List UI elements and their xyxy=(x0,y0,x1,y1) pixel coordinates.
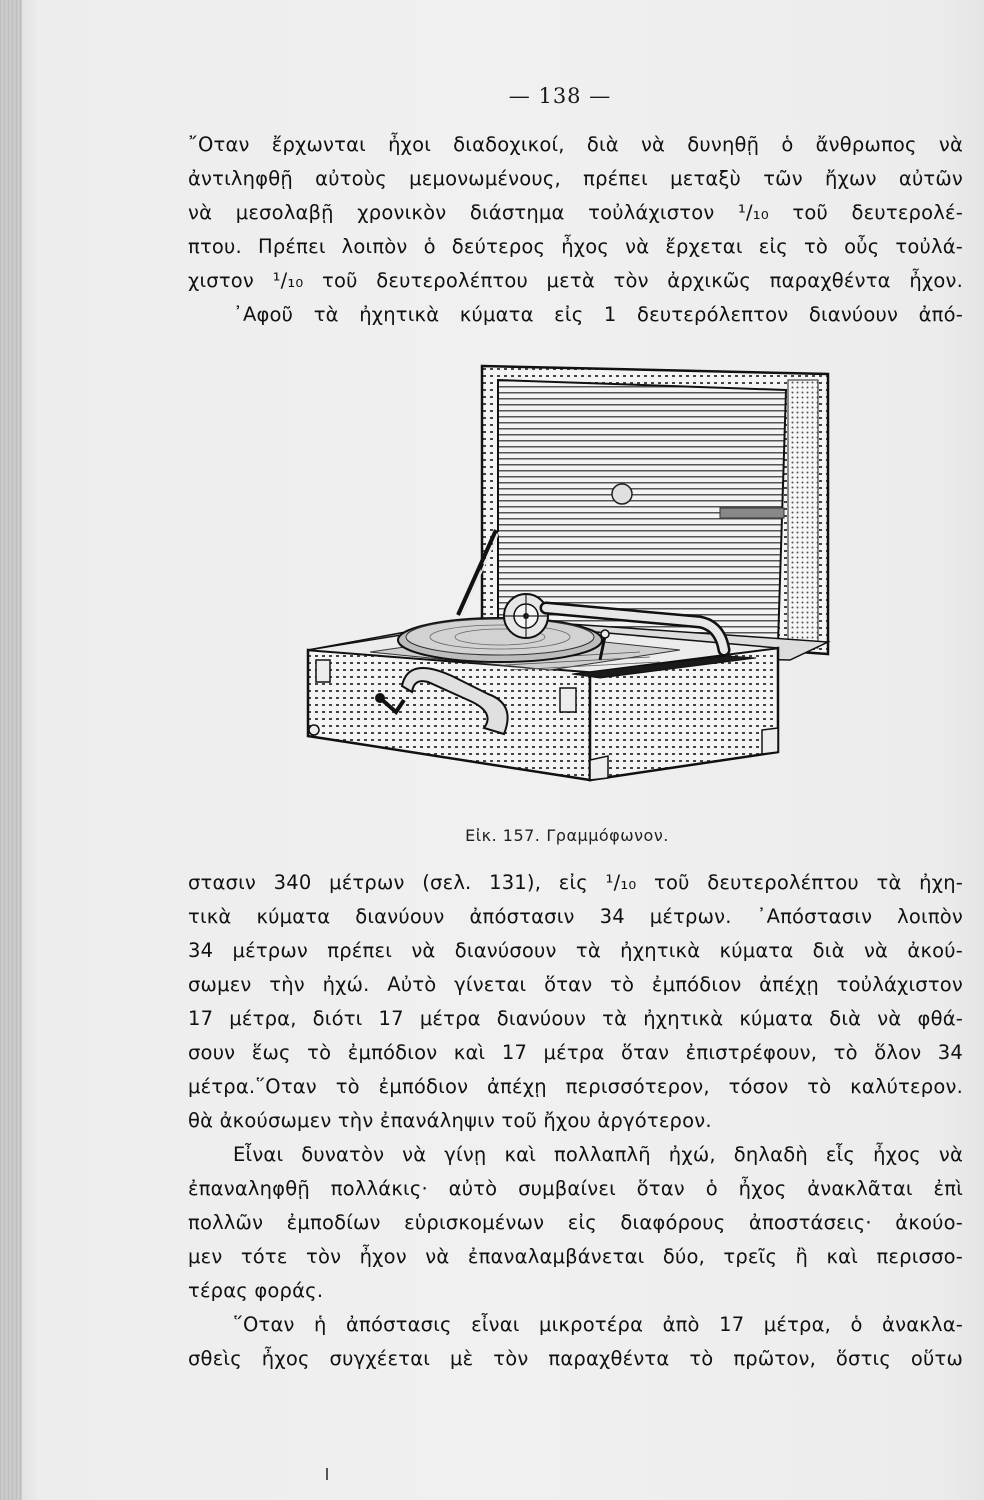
text-line: χιστον ¹/₁₀ τοῦ δευτερολέπτου μετὰ τὸν ἀρχικῶς παραχθέντα ἦχον. xyxy=(188,269,963,292)
text-line: ἐπαναληφθῇ πολλάκις· αὐτὸ συμβαίνει ὅταν ὁ ἦχος ἀνακλᾶται ἐπὶ xyxy=(188,1177,963,1200)
text-line: 34 μέτρων πρέπει νὰ διανύσουν τὰ ἠχητικὰ κύματα διὰ νὰ ἀκού- xyxy=(188,939,963,962)
text-line: πτου. Πρέπει λοιπὸν ὁ δεύτερος ἦχος νὰ ἔρχεται εἰς τὸ οὖς τοὐλά- xyxy=(188,235,963,258)
text-line: σθεὶς ἦχος συγχέεται μὲ τὸν παραχθέντα τὸ πρῶτον, ὅστις οὕτω xyxy=(188,1347,963,1370)
figure-caption xyxy=(420,826,720,845)
text-line: πολλῶν ἐμποδίων εὑρισκομένων εἰς διαφόρους ἀποστάσεις· ἀκούο- xyxy=(188,1211,963,1234)
paragraph-block-top xyxy=(188,128,963,332)
text-line: τέρας φοράς. xyxy=(188,1279,324,1302)
text-line: ᾿Αφοῦ τὰ ἠχητικὰ κύματα εἰς 1 δευτερόλεπτον διανύουν ἀπό- xyxy=(233,303,963,326)
figure-label: Εἰκ. 157. xyxy=(465,826,541,845)
figure-title: Γραμμόφωνον. xyxy=(546,826,669,845)
text-line: τικὰ κύματα διανύουν ἀπόστασιν 34 μέτρων. ᾿Απόστασιν λοιπὸν xyxy=(188,905,963,928)
gramophone-illustration xyxy=(300,360,984,800)
text-line: ῎Οταν ἔρχωνται ἦχοι διαδοχικοί, διὰ νὰ δυνηθῇ ὁ ἄνθρωπος νὰ xyxy=(188,133,963,156)
text-line: 17 μέτρα, διότι 17 μέτρα διανύουν τὰ ἠχητικὰ κύματα διὰ νὰ φθά- xyxy=(188,1007,963,1030)
text-line: σουν ἕως τὸ ἐμπόδιον καὶ 17 μέτρα ὅταν ἐπιστρέφουν, τὸ ὅλον 34 xyxy=(188,1041,963,1064)
text-line: νὰ μεσολαβῇ χρονικὸν διάστημα τοὐλάχιστον ¹/₁₀ τοῦ δευτερολέ- xyxy=(188,201,963,224)
text-line: σωμεν τὴν ἠχώ. Αὐτὸ γίνεται ὅταν τὸ ἐμπόδιον ἀπέχῃ τοὐλάχιστον xyxy=(188,973,963,996)
page-mark xyxy=(326,1468,328,1480)
page-binding-edge xyxy=(0,0,22,1500)
text-line: μέτρα.῞Οταν τὸ ἐμπόδιον ἀπέχῃ περισσότερον, τόσον τὸ καλύτερον. xyxy=(188,1075,963,1098)
page-number: — 138 — xyxy=(508,84,612,108)
text-line: ῞Οταν ἡ ἀπόστασις εἶναι μικροτέρα ἀπὸ 17 μέτρα, ὁ ἀνακλα- xyxy=(233,1313,963,1336)
text-line: στασιν 340 μέτρων (σελ. 131), εἰς ¹/₁₀ τοῦ δευτερολέπτου τὰ ἠχη- xyxy=(188,871,963,894)
text-line: Εἶναι δυνατὸν νὰ γίνῃ καὶ πολλαπλῆ ἠχώ, δηλαδὴ εἷς ἦχος νὰ xyxy=(233,1143,963,1166)
text-line: ἀντιληφθῇ αὐτοὺς μεμονωμένους, πρέπει μεταξὺ τῶν ἤχων αὐτῶν xyxy=(188,167,963,190)
text-line: μεν τότε τὸν ἦχον νὰ ἐπαναλαμβάνεται δύο, τρεῖς ἢ καὶ περισσο- xyxy=(188,1245,963,1268)
text-line: θὰ ἀκούσωμεν τὴν ἐπανάληψιν τοῦ ἤχου ἀργότερον. xyxy=(188,1109,712,1132)
paragraph-block-bottom xyxy=(188,866,963,1376)
